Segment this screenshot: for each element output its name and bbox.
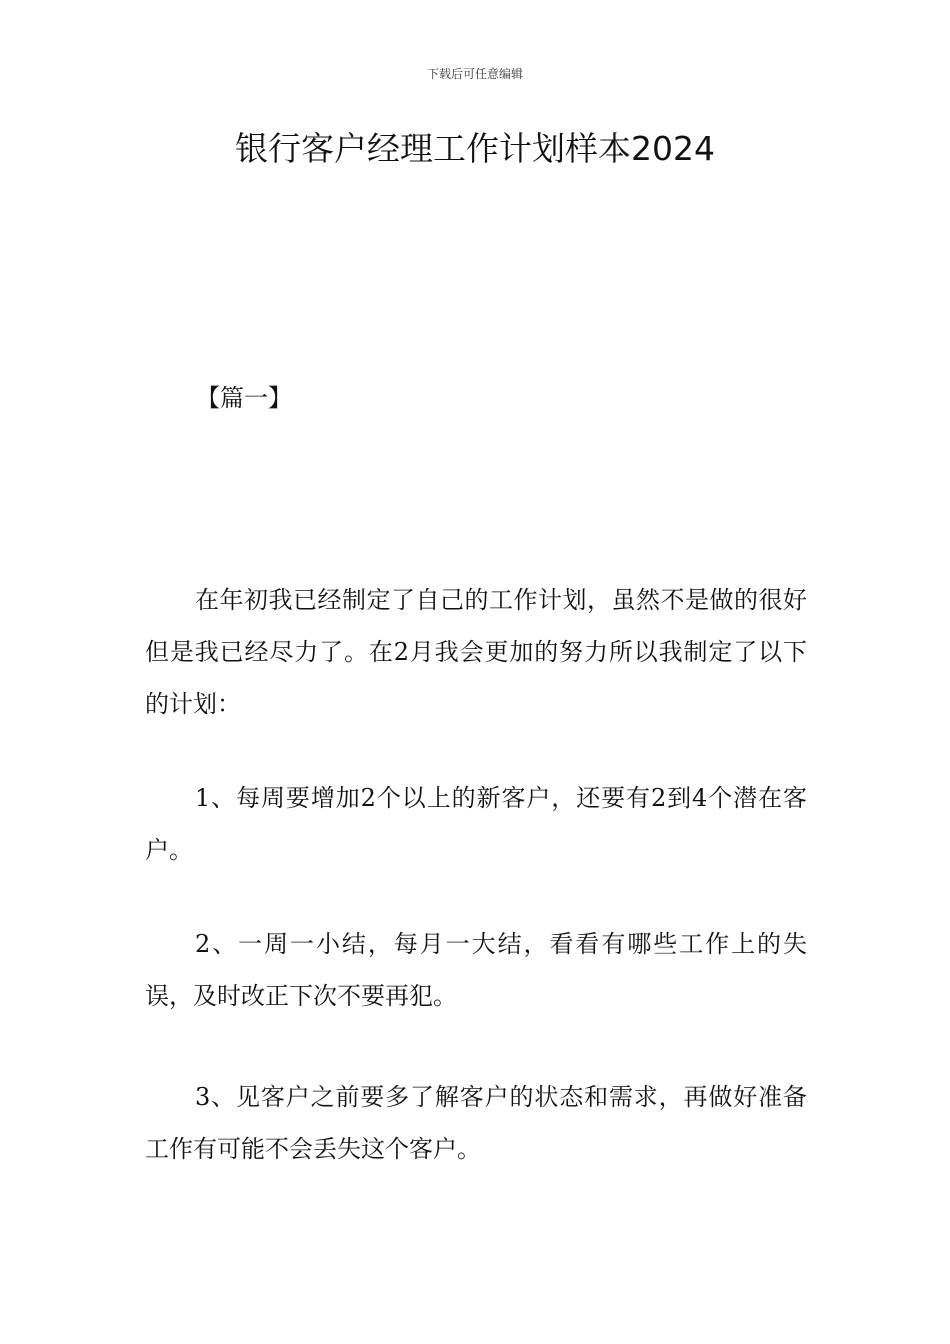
intro-paragraph: 在年初我已经制定了自己的工作计划，虽然不是做的很好但是我已经尽力了。在2月我会更加的努力所以我制定了以下的计划： <box>145 586 807 718</box>
plan-item-3: 3、见客户之前要多了解客户的状态和需求，再做好准备工作有可能不会丢失这个客户。 <box>145 1083 807 1163</box>
section-heading: 【篇一】 <box>196 384 292 412</box>
header-note: 下载后可任意编辑 <box>426 67 523 81</box>
plan-item-1: 1、每周要增加2个以上的新客户，还要有2到4个潜在客户。 <box>145 784 807 864</box>
plan-item-2: 2、一周一小结，每月一大结，看看有哪些工作上的失误，及时改正下次不要再犯。 <box>145 930 807 1010</box>
document-title: 银行客户经理工作计划样本2024 <box>235 129 715 168</box>
